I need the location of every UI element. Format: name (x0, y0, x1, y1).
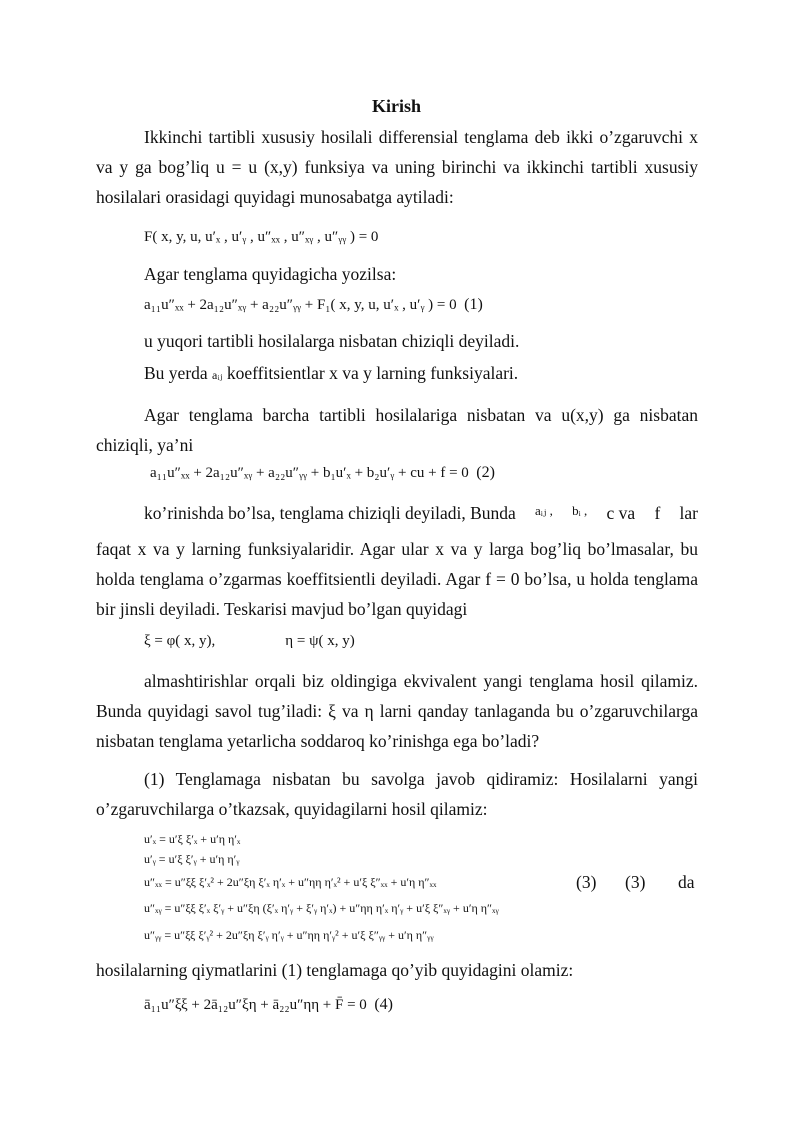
symbol-aij: aᵢⱼ , (535, 503, 553, 518)
equation-4-label: (4) (374, 996, 393, 1013)
substitution-eta: η = ψ( x, y) (285, 633, 355, 649)
system-row-1: u′ₓ = u′ξ ξ′ₓ + u′η η′ₓ (144, 832, 241, 846)
equation-2-label: (2) (476, 464, 495, 481)
linear-form-lar: lar (679, 503, 698, 523)
symbol-f: f (654, 503, 661, 523)
paragraph-linear-all-text: Agar tenglama barcha tartibli hosilalariga nisbatan va u(x,y) ga nisbatan chiziqli, ya’ni (96, 405, 698, 455)
equation-general-form: F( x, y, u, u′ₓ , u′ᵧ , u″ₓₓ , u″ₓᵧ , u″ᵧᵧ ) = 0 (144, 229, 379, 245)
coefficients-prefix: Bu yerda (144, 363, 208, 383)
system-row-3: u″ₓₓ = u″ξξ ξ′ₓ² + 2u″ξη ξ′ₓ η′ₓ + u″ηη η′ₓ² + u′ξ ξ″ₓₓ + u′η η″ₓₓ (144, 875, 437, 889)
paragraph-definition (96, 122, 698, 212)
paragraph-coefficients (144, 363, 518, 384)
paragraph-definition-text: Ikkinchi tartibli xususiy hosilali differensial tenglama deb ikki o’zgaruvchi x va y ga bog’liq u = u (x,y) funksiya va uning birinchi va ikkinchi tartibli xususiy hosilalari orasidagi quyidagi munosabatga aytiladi: (96, 127, 698, 207)
equation-4-body: ā₁₁u″ξξ + 2ā₁₂u″ξη + ā₂₂u″ηη + F̄ = 0 (144, 997, 367, 1013)
paragraph-if-written: Agar tenglama quyidagicha yozilsa: (144, 264, 397, 284)
system-row-2: u′ᵧ = u′ξ ξ′ᵧ + u′η η′ᵧ (144, 852, 240, 866)
linear-form-text: ko’rinishda bo’lsa, tenglama chiziqli deyiladi, Bunda (144, 503, 516, 523)
system-label: (3) (576, 872, 597, 892)
system-da: da (678, 872, 695, 892)
paragraph-substituting: hosilalarning qiymatlarini (1) tenglamaga qo’yib quyidagini olamiz: (96, 960, 574, 980)
paragraph-transform-text: (1) Tenglamaga nisbatan bu savolga javob qidiramiz: Hosilalarni yangi o’zgaruvchilarga o’tkazsak, quyidagilarni hosil qilamiz: (96, 769, 698, 819)
system-row-4: u″ₓᵧ = u″ξξ ξ′ₓ ξ′ᵧ + u″ξη (ξ′ₓ η′ᵧ + ξ′ᵧ η′ₓ) + u″ηη η′ₓ η′ᵧ + u′ξ ξ″ₓᵧ + u′η η″ₓᵧ (144, 901, 499, 915)
coefficients-suffix: koeffitsientlar x va y larning funksiyalari. (226, 363, 519, 383)
paragraph-transform (96, 764, 698, 824)
coefficient-symbol: aᵢⱼ (212, 368, 223, 382)
paragraph-linear-form (144, 503, 698, 524)
equation-4 (144, 996, 393, 1014)
substitution-xi: ξ = φ( x, y), (144, 633, 216, 649)
system-row-5: u″ᵧᵧ = u″ξξ ξ′ᵧ² + 2u″ξη ξ′ᵧ η′ᵧ + u″ηη η′ᵧ² + u′ξ ξ″ᵧᵧ + u′η η″ᵧᵧ (144, 928, 434, 942)
equation-1 (144, 296, 483, 314)
paragraph-substitution (96, 666, 698, 756)
equation-2-body: a₁₁u″ₓₓ + 2a₁₂u″ₓᵧ + a₂₂u″ᵧᵧ + b₁u′ₓ + b₂u′ᵧ + cu + f = 0 (150, 465, 469, 481)
paragraph-linear-higher: u yuqori tartibli hosilalarga nisbatan chiziqli deyiladi. (144, 331, 520, 351)
linear-form-c: c va (606, 503, 636, 523)
equation-1-body: a₁₁u″ₓₓ + 2a₁₂u″ₓᵧ + a₂₂u″ᵧᵧ + F₁( x, y, u, u′ₓ , u′ᵧ ) = 0 (144, 297, 457, 313)
paragraph-substitution-text: almashtirishlar orqali biz oldingiga ekvivalent yangi tenglama hosil qilamiz. Bunda quyidagi savol tug’iladi: ξ va η larni qanday tanlaganda bu o’zgaruvchilarga nisbatan tenglama yetarlicha soddaroq ko’rinishga ega bo’ladi? (96, 671, 698, 751)
equation-1-label: (1) (464, 296, 483, 313)
page-title: Kirish (371, 96, 421, 116)
paragraph-functions: faqat x va y larning funksiyalaridir. Agar ular x va y larga bog’liq bo’lmasalar, bu holda tenglama o’zgarmas koeffitsientli deyiladi. Agar f = 0 bo’lsa, u holda tenglama bir jinsli deyiladi. Teskarisi mavjud bo’lgan quyidagi (96, 539, 698, 619)
equation-2 (150, 464, 495, 482)
system-reference: (3) (625, 872, 646, 892)
paragraph-linear-all (96, 400, 698, 460)
equation-substitution (144, 633, 355, 650)
symbol-bi: bᵢ , (572, 503, 588, 518)
